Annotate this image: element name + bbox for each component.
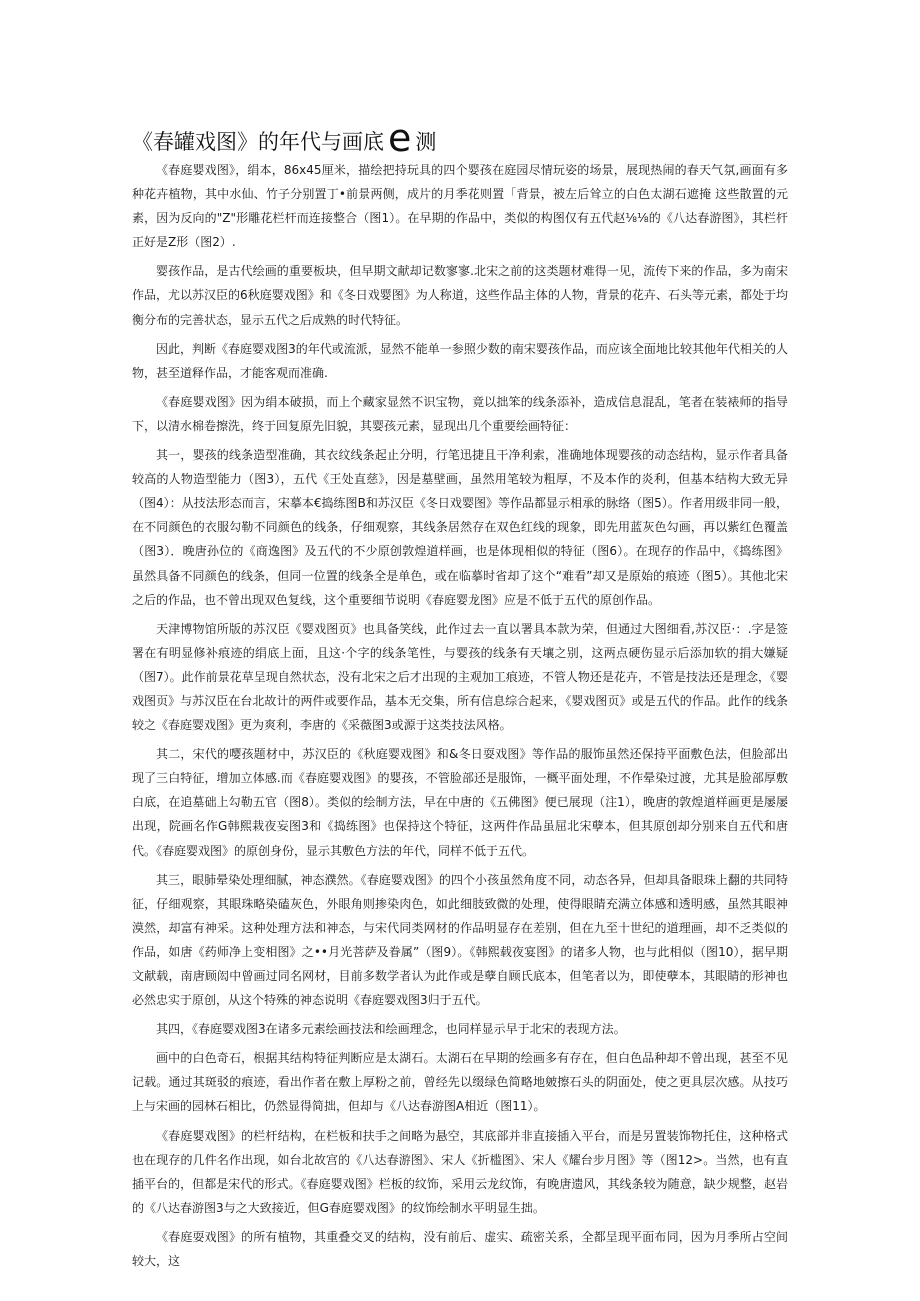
paragraph-1: 《春庭婴戏图》，绢本，86x45厘米，描绘把持玩具的四个婴孩在庭园尽情玩姿的场景，展现热闹的春天气氛,画面有多种花卉植物，其中水仙、竹子分别置丁•前景两侧，成片的月季花则置「背景，被左后耸立的白色太湖石遮掩 这些散置的元素，因为反向的"Z"形雕花栏杆而连接整合（图1）。在早期的作品中，类似的构图仅有五代赵⅛⅛的《八达春游图》，其栏杆正好是Z形（图2）. <box>132 163 788 250</box>
paragraph-2: 婴孩作品，是古代绘画的重要板块，但早期文献却记数寥寥.北宋之前的这类题材难得一见，流传下来的作品，多为南宋作品，尤以苏汉臣的6秋庭婴戏图》和《冬日戏婴图》为人称道，这些作品主体的人物，背景的花卉、石头等元素，都处于均衡分布的完善状态，显示五代之后成熟的时代特征。 <box>132 264 788 327</box>
paragraph-5: 其一，婴孩的线条造型准确，其衣纹线条起止分明，行笔迅捷且干净利索，准确地体现婴孩的动态结构，显示作者具备较高的人物造型能力（图3），五代《王处直慈》，因是墓壁画，虽然用笔较为粗厚，不及本作的炎利，但基本结构大致无异（图4）：从技法形态而言，宋摹本€捣练图B和苏汉臣《冬日戏婴图》等作品都显示相承的脉络（图5）。作者用级非同一般，在不同颜色的衣服勾勒不同颜色的线条，仔细观察，其线条居然存在双色红线的现象，即先用蓝灰色勾画，再以紫红色覆盖（图3）．晚唐孙位的《商逸图》及五代的不少原创敦煌道样画，也是体现相似的特征（图6）。在现存的作品中，《捣练图》虽然具备不同颜色的线条，但同一位置的线条全是单色，或在临摹时省却了这个“难看”却又是原始的痕迹（图5）。其他北宋之后的作品，也不曾出现双色复线，这个重要细节说明《春庭婴龙图》应是不低于五代的原创作品。 <box>132 448 788 607</box>
article-title <box>132 118 436 162</box>
paragraph-3: 因此，判断《春庭婴戏图3的年代或流派，显然不能单一参照少数的南宋婴孩作品，而应该全面地比较其他年代相关的人物，甚至道释作品，才能客观而准确. <box>132 341 788 380</box>
paragraph-11: 《春庭婴戏图》的栏杆结构，在栏板和扶手之间略为悬空，其底部并非直接插入平台，而是另置装饰物托住，这种格式也在现存的几件名作出现，如台北故宫的《八达春游图》、宋人《折槛图》、宋人《耀台步月图》等（图12>。当然，也有直插平台的，但都是宋代的形式。《春庭婴戏图》栏板的纹饰，采用云龙纹饰，有晚唐遗风，其线条较为随意，缺少规整，赵岩的《八达春游图3与之大致接近，但G春庭婴戏图》的纹饰绘制水平明显生拙。 <box>132 1128 788 1215</box>
title-main: 《春罐戏图》的年代与画底 <box>132 130 384 154</box>
paragraph-7: 其二，宋代的嘤孩题材中，苏汉臣的《秋庭婴戏图》和&冬日耍戏图》等作品的服饰虽然还保持平面敷色法，但脸部出现了三白特征，增加立体感.而《春庭婴戏图》的婴孩，不管脸部还是服饰，一概平面处理，不作晕染过渡，尤其是脸部厚敷白底，在追墓础上勾勒五官（图8）。类似的绘制方法，早在中唐的《五佛图》便已展现（注1），晚唐的敦煌道样画更是屡屡出现，院画名作G韩熙栽夜妄图3和《捣练图》也保持这个特征，这两件作品虽屈北宋孽本，但其原创却分别来自五代和唐代。《春庭婴戏图》的原创身份，显示其敷色方法的年代，同样不低于五代。 <box>132 747 788 858</box>
paragraph-4: 《春庭婴戏图》因为绢本破损，而上个藏家显然不识宝物，竟以拙笨的线条添补，造成信息混乱，笔者在装裱师的指导下，以清水棉卷擦洗，终于回复原先旧貌，其婴孩元素，显现出几个重要绘画特征： <box>132 394 788 433</box>
paragraph-12: 《春庭耍戏图》的所有植物，其重叠交叉的结构，没有前后、虚实、疏密关系，全都呈现平面布同，因为月季所占空间较大，这 <box>132 1229 788 1269</box>
title-end: 测 <box>415 130 437 154</box>
title-large-letter: e <box>388 116 412 160</box>
paragraph-6: 天津博物馆所版的苏汉臣《婴戏图页》也具备笑线，此作过去一直以署具本款为荣，但通过大图细看,苏汉臣·：.字是签署在有明显修补痕迹的绢底上面，且这·个字的线条笔性，与婴孩的线条有天壤之别，这两点硬伤显示后添加软的捐大嫌疑（图7）。此作前景花草呈现自然状态，没有北宋之后才出现的主观加工痕迹，不管人物还是花卉，不管是技法还是理念，《婴戏图页》与苏汉臣在台北故计的两件或要作品，基本无交集，所有信息综合起来，《婴戏图页》或是五代的作品。此作的线条较之《春庭婴戏图》更为爽利，李唐的《采薇图3或源于这类技法风格。 <box>132 621 788 733</box>
paragraph-9: 其四，《春庭婴戏图3在诸多元素绘画技法和绘画理念，也同样显示早于北宋的表现方法。 <box>156 1022 626 1037</box>
paragraph-10: 画中的白色奇石，根据其结构特征判断应是太湖石。太湖石在早期的绘画多有存在，但白色品种却不曾出现，甚至不见记载。通过其斑驳的痕迹，看出作者在敷上厚粉之前，曾经先以缀绿色简略地皴擦石头的阴面处，使之更具层次感。从技巧上与宋画的园林石相比，仍然显得简拙，但却与《八达春游图A相近（图11）。 <box>132 1051 788 1114</box>
article-body <box>132 158 788 1278</box>
paragraph-8: 其三，眼肺晕染处理细腻，神态濮然。《春庭婴戏图》的四个小孩虽然角度不同，动态各异，但却具备眼珠上翻的共同特征，仔细观察，其眼珠略染磕灰色，外眼角则掺染肉色，如此细肢致微的处理，使得眼睛充满立体感和透明感，虽然其眼神漠然，却富有神采。这种处理方法和神态，与宋代同类网材的作品明显存在差别，但在九至十世纪的道理画，却不乏类似的作品，如唐《药师净上变相图》之••月光菩萨及眷属”（图9）。《韩熙载夜宴图》的诸多人物，也与此相似（图10），据早期文献载，南唐顾闳中曾画过同名网材，目前多数学者认为此作或是孽自顾氏底本，但笔者以为，即使孽本，其眼睛的形神也必然忠实于原创，从这个特殊的神态说明《春庭婴戏图3归于五代。 <box>132 872 788 1008</box>
